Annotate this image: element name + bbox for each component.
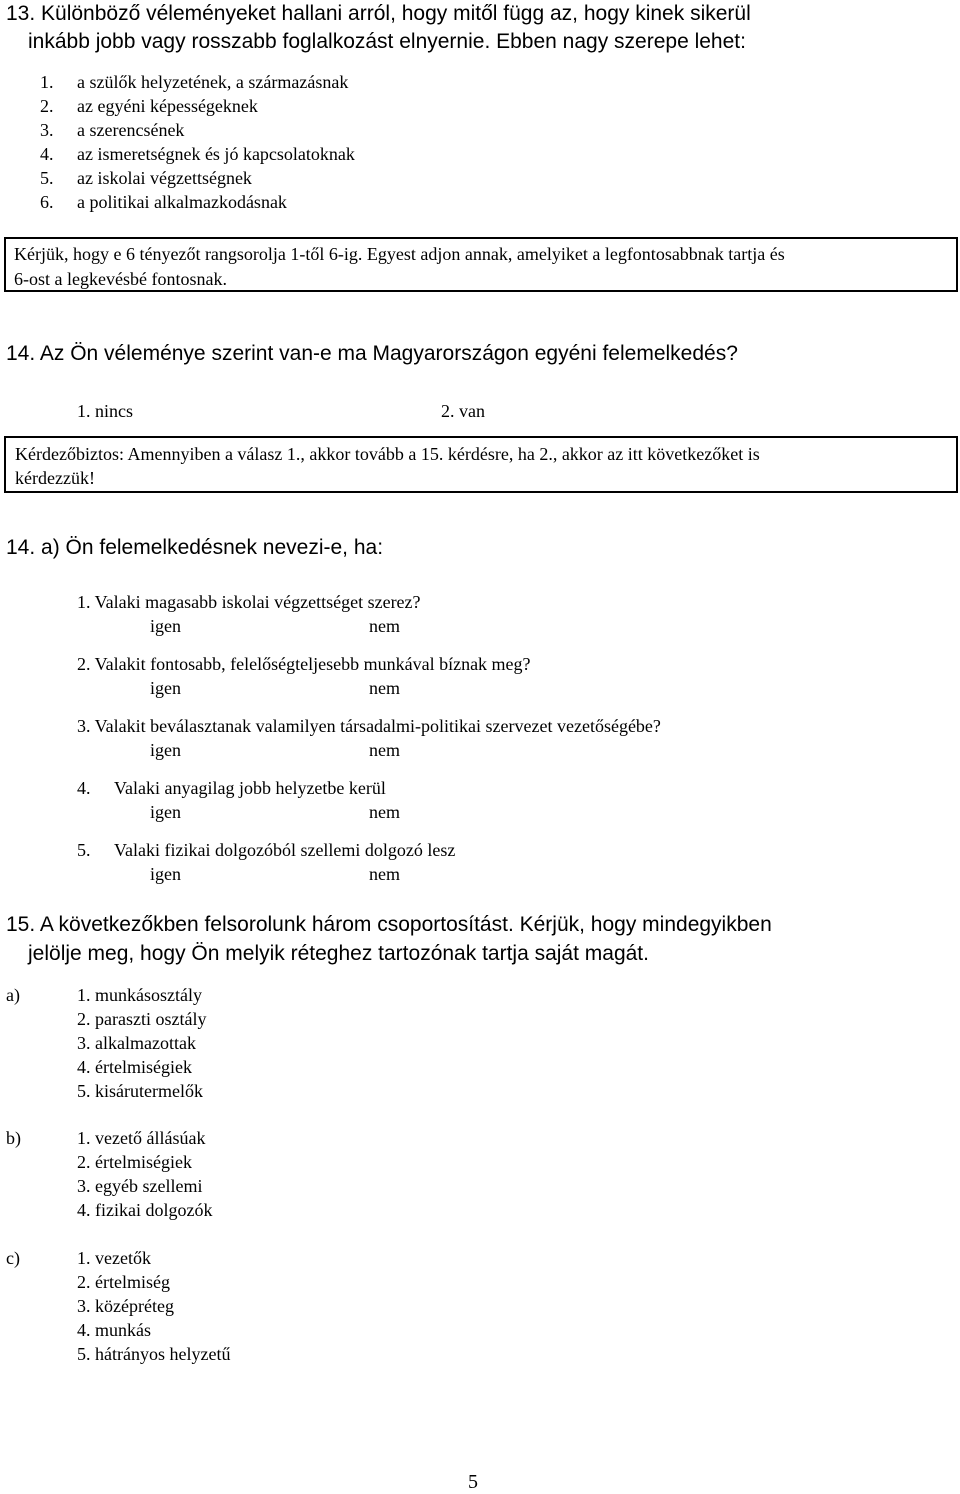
q14a-question-num: 5. — [77, 840, 91, 860]
group-label: b) — [6, 1128, 21, 1148]
q13-item-text: a szerencsének — [77, 120, 185, 140]
list-item: 2. paraszti osztály — [77, 1009, 207, 1029]
q14-option-nincs: 1. nincs — [77, 401, 133, 421]
q13-item-num: 6. — [40, 192, 54, 212]
answer-yes: igen — [150, 864, 181, 884]
q14a-question: 1. Valaki magasabb iskolai végzettséget szerez? — [77, 592, 421, 612]
q13-item-num: 1. — [40, 72, 54, 92]
answer-no: nem — [369, 864, 400, 884]
q13-item-text: az ismeretségnek és jó kapcsolatoknak — [77, 144, 355, 164]
q14a-question: Valaki anyagilag jobb helyzetbe kerül — [114, 778, 386, 798]
list-item: 1. munkásosztály — [77, 985, 202, 1005]
q14a-question: Valaki fizikai dolgozóból szellemi dolgozó lesz — [114, 840, 456, 860]
list-item — [40, 192, 54, 213]
answer-yes: igen — [150, 678, 181, 698]
q14-option-van: 2. van — [441, 401, 485, 421]
answer-no: nem — [369, 616, 400, 636]
q14a-question: 3. Valakit beválasztanak valamilyen társadalmi-politikai szervezet vezetőségébe? — [77, 716, 661, 736]
q13-instruction-line1: Kérjük, hogy e 6 tényezőt rangsorolja 1-től 6-ig. Egyest adjon annak, amelyiket a legfontosabbnak tartja és — [14, 244, 785, 264]
list-item: 1. vezetők — [77, 1248, 151, 1268]
q13-item-num: 5. — [40, 168, 54, 188]
answer-yes: igen — [150, 740, 181, 760]
interviewer-note-line1: Kérdezőbiztos: Amennyiben a válasz 1., akkor tovább a 15. kérdésre, ha 2., akkor az itt következőket is — [15, 444, 760, 464]
list-item: 4. fizikai dolgozók — [77, 1200, 213, 1220]
list-item: 5. hátrányos helyzetű — [77, 1344, 231, 1364]
q13-item-text: az iskolai végzettségnek — [77, 168, 252, 188]
list-item: 3. alkalmazottak — [77, 1033, 196, 1053]
list-item: 4. értelmiségiek — [77, 1057, 192, 1077]
q13-title-line1: 13. Különböző véleményeket hallani arról, hogy mitől függ az, hogy kinek sikerül — [6, 2, 751, 25]
q15-title-line1: 15. A következőkben felsorolunk három csoportosítást. Kérjük, hogy mindegyikben — [6, 913, 772, 936]
q13-instruction-box — [4, 237, 958, 292]
list-item — [77, 192, 287, 213]
interviewer-note-box — [4, 436, 958, 493]
list-item — [77, 168, 252, 189]
q14a-title: 14. a) Ön felemelkedésnek nevezi-e, ha: — [6, 536, 384, 559]
group-label: c) — [6, 1248, 20, 1268]
q13-item-text: az egyéni képességeknek — [77, 96, 258, 116]
q14-title: 14. Az Ön véleménye szerint van-e ma Magyarországon egyéni felemelkedés? — [6, 342, 738, 365]
q13-item-text: a szülők helyzetének, a származásnak — [77, 72, 349, 92]
list-item: 3. középréteg — [77, 1296, 174, 1316]
list-item: 2. értelmiség — [77, 1272, 170, 1292]
list-item: 5. kisárutermelők — [77, 1081, 203, 1101]
interviewer-note-line2: kérdezzük! — [15, 468, 95, 488]
list-item — [77, 120, 184, 141]
list-item: 4. munkás — [77, 1320, 151, 1340]
q13-instruction-line2: 6-ost a legkevésbé fontosnak. — [14, 269, 227, 289]
list-item — [40, 144, 54, 165]
q13-item-num: 2. — [40, 96, 54, 116]
answer-no: nem — [369, 802, 400, 822]
list-item — [40, 96, 54, 117]
q15-title-line2: jelölje meg, hogy Ön melyik réteghez tartozónak tartja saját magát. — [28, 942, 649, 965]
page-number: 5 — [468, 1471, 478, 1493]
q14a-question: 2. Valakit fontosabb, felelőségteljesebb munkával bíznak meg? — [77, 654, 531, 674]
answer-yes: igen — [150, 616, 181, 636]
group-label: a) — [6, 985, 20, 1005]
list-item — [40, 120, 54, 141]
answer-yes: igen — [150, 802, 181, 822]
q13-item-num: 3. — [40, 120, 54, 140]
q13-title-line2: inkább jobb vagy rosszabb foglalkozást elnyernie. Ebben nagy szerepe lehet: — [28, 30, 746, 53]
list-item — [40, 72, 54, 93]
list-item — [77, 72, 348, 93]
list-item — [77, 144, 355, 165]
list-item — [77, 96, 258, 117]
q14a-question-num: 4. — [77, 778, 91, 798]
q13-item-text: a politikai alkalmazkodásnak — [77, 192, 287, 212]
answer-no: nem — [369, 740, 400, 760]
list-item: 3. egyéb szellemi — [77, 1176, 203, 1196]
q13-item-num: 4. — [40, 144, 54, 164]
list-item — [40, 168, 54, 189]
answer-no: nem — [369, 678, 400, 698]
list-item: 2. értelmiségiek — [77, 1152, 192, 1172]
list-item: 1. vezető állásúak — [77, 1128, 206, 1148]
